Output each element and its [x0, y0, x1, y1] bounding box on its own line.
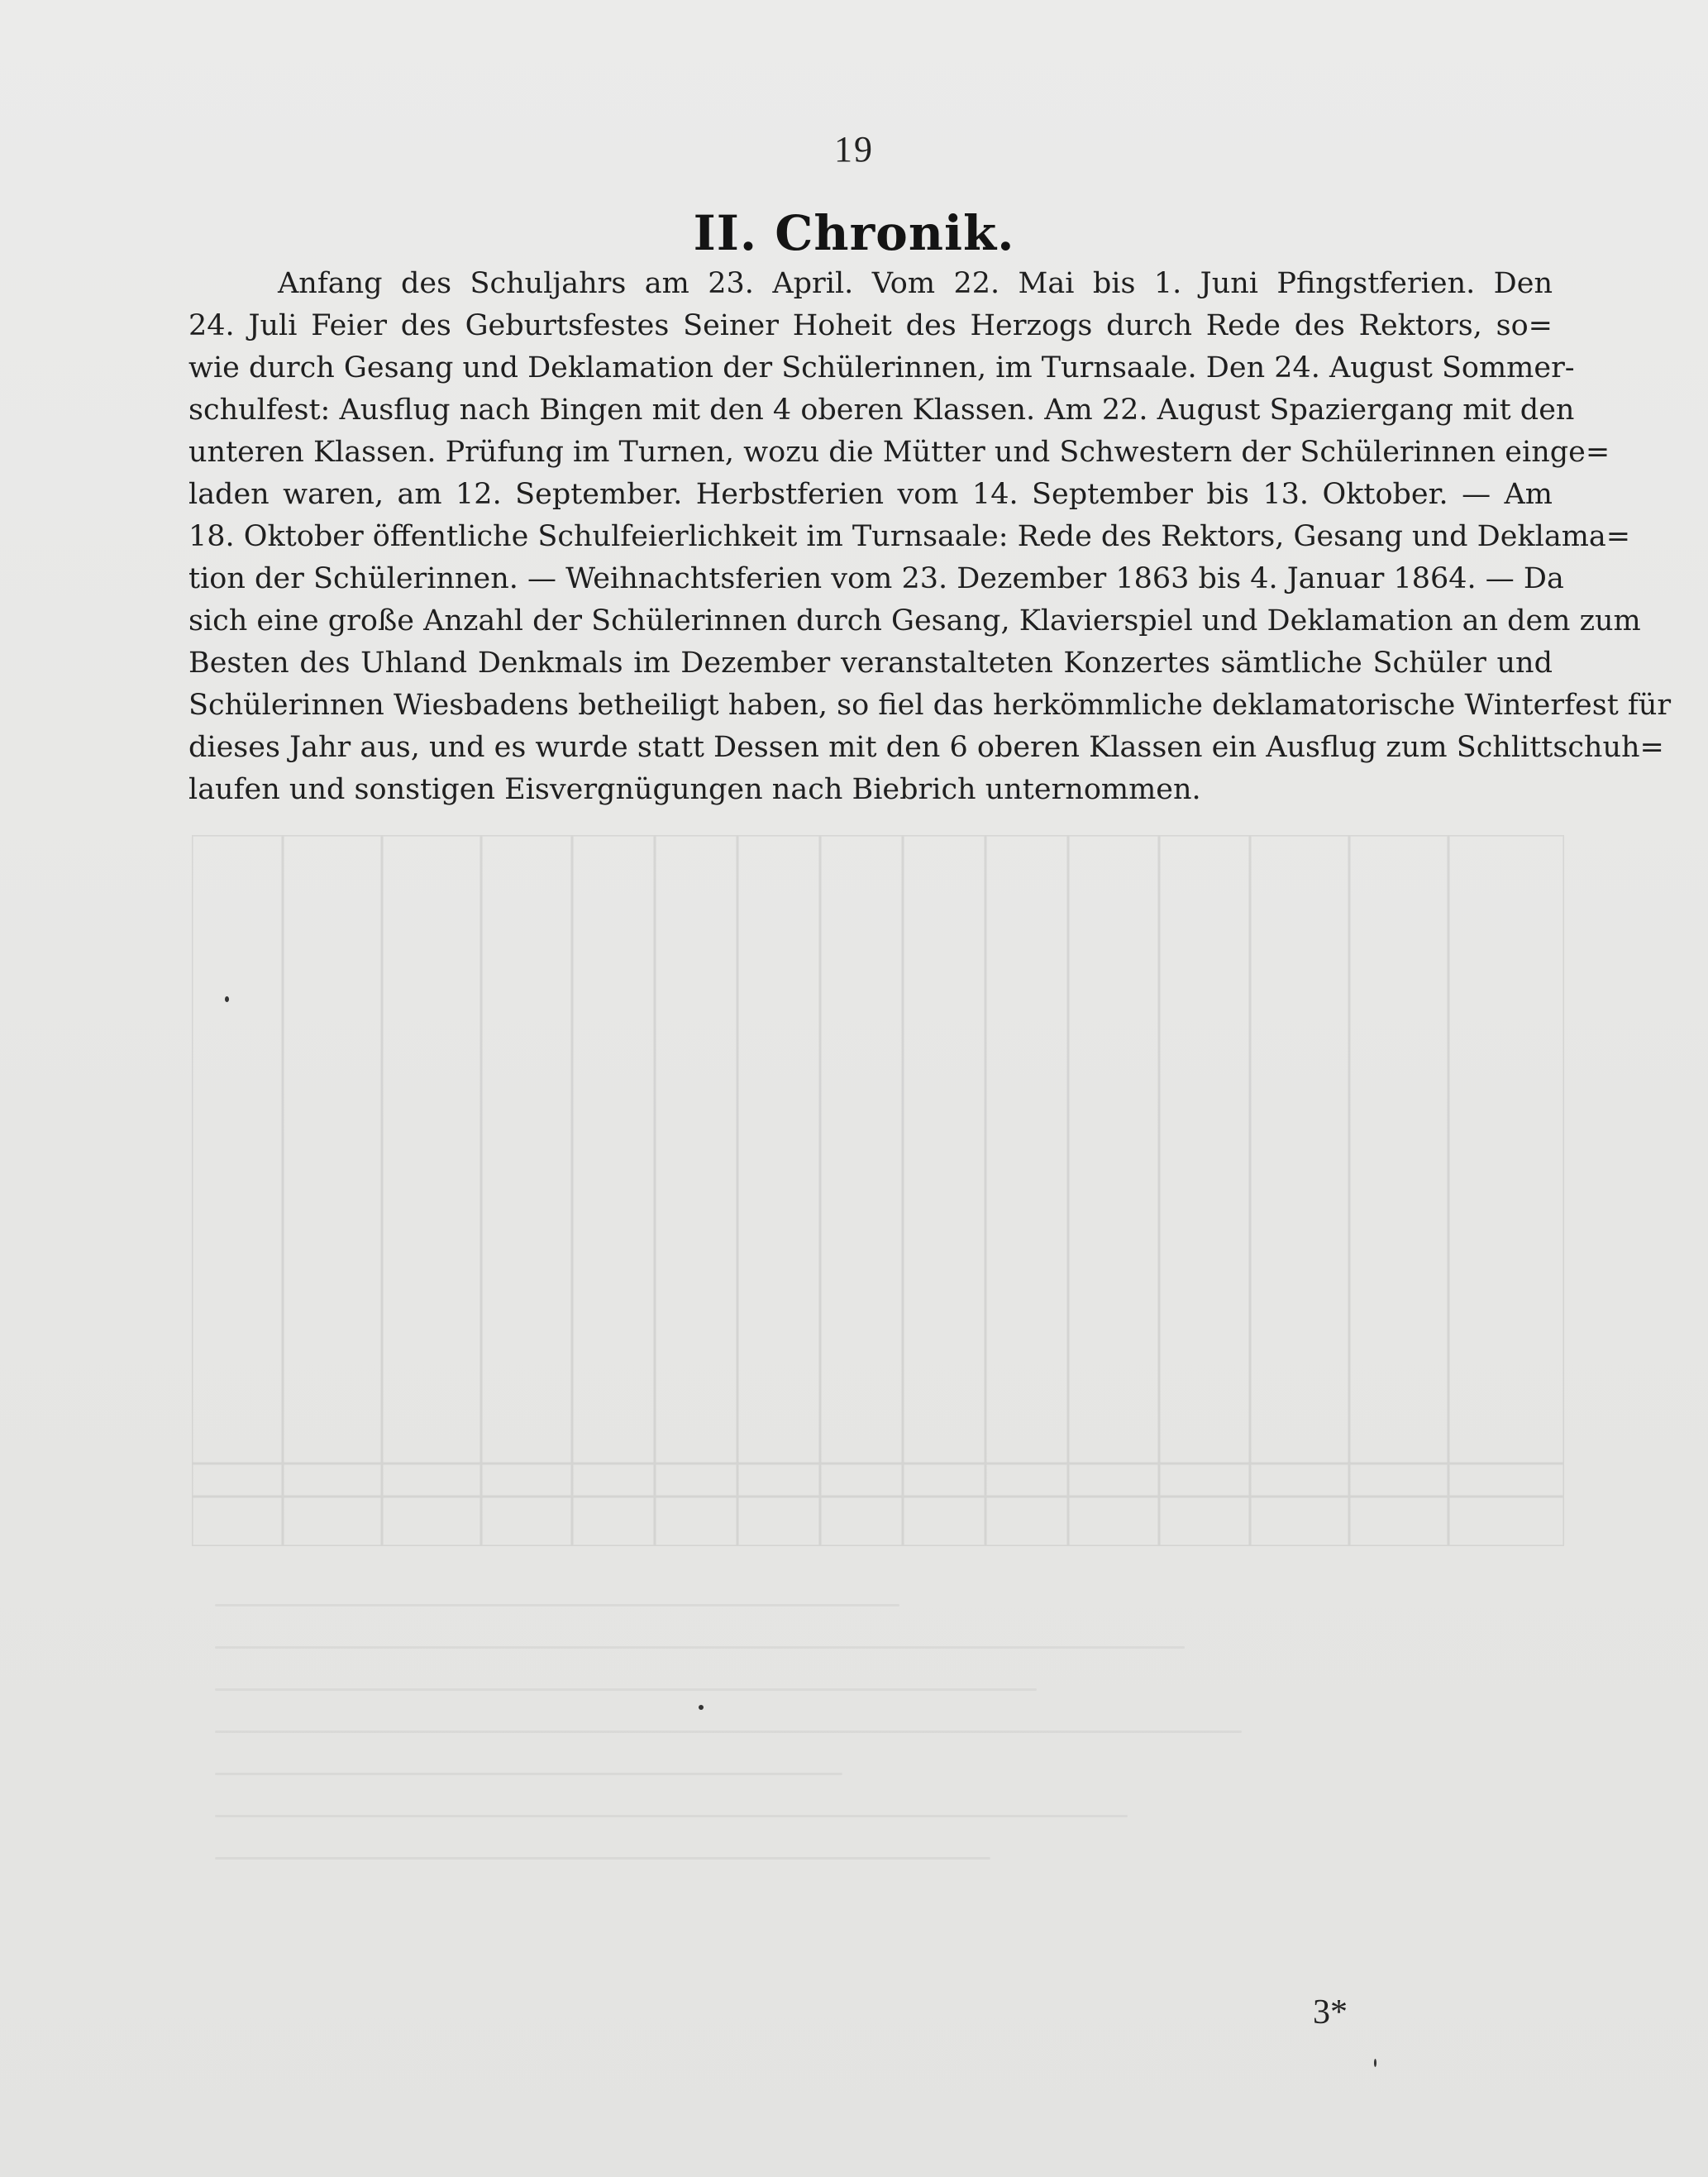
chronicle-line: Besten des Uhland Denkmals im Dezember veranstalteten Konzertes sämtliche Schüler und	[188, 647, 1553, 680]
chronicle-line: wie durch Gesang und Deklamation der Schülerinnen, im Turnsaale. Den 24. August Sommer-	[188, 351, 1575, 384]
signature-mark: 3*	[1313, 1993, 1348, 2031]
chronicle-line: laufen und sonstigen Eisvergnügungen nach Biebrich unternommen.	[188, 773, 1201, 806]
chronicle-line: tion der Schülerinnen. — Weihnachtsferien vom 23. Dezember 1863 bis 4. Januar 1864. — Da	[188, 562, 1564, 595]
chronicle-line: 24. Juli Feier des Geburtsfestes Seiner Hoheit des Herzogs durch Rede des Rektors, so=	[188, 309, 1553, 342]
bleed-through-table	[192, 835, 1564, 1546]
chronicle-line: Anfang des Schuljahrs am 23. April. Vom 22. Mai bis 1. Juni Pfingstferien. Den	[278, 267, 1553, 300]
page-number: 19	[834, 129, 874, 169]
chronicle-line: dieses Jahr aus, und es wurde statt Dessen mit den 6 oberen Klassen ein Ausflug zum Schlittschuh=	[188, 731, 1664, 764]
chronicle-line: unteren Klassen. Prüfung im Turnen, wozu die Mütter und Schwestern der Schülerinnen einge=	[188, 436, 1610, 469]
chronicle-line: Schülerinnen Wiesbadens betheiligt haben, so fiel das herkömmliche deklamatorische Winterfest für	[188, 689, 1672, 722]
chronicle-paragraph	[188, 263, 1672, 811]
ink-speck	[1374, 2059, 1376, 2067]
chronicle-line: laden waren, am 12. September. Herbstferien vom 14. September bis 13. Oktober. — Am	[188, 478, 1553, 511]
bleed-through-lines	[215, 1604, 1356, 1951]
ink-speck	[699, 1705, 704, 1710]
section-heading: II. Chronik.	[693, 205, 1015, 261]
chronicle-line: sich eine große Anzahl der Schülerinnen durch Gesang, Klavierspiel und Deklamation an dem zum	[188, 604, 1641, 637]
chronicle-line: 18. Oktober öffentliche Schulfeierlichkeit im Turnsaale: Rede des Rektors, Gesang und Deklama=	[188, 520, 1631, 553]
chronicle-line: schulfest: Ausflug nach Bingen mit den 4 oberen Klassen. Am 22. August Spaziergang mit den	[188, 394, 1575, 427]
ink-speck	[225, 996, 229, 1002]
